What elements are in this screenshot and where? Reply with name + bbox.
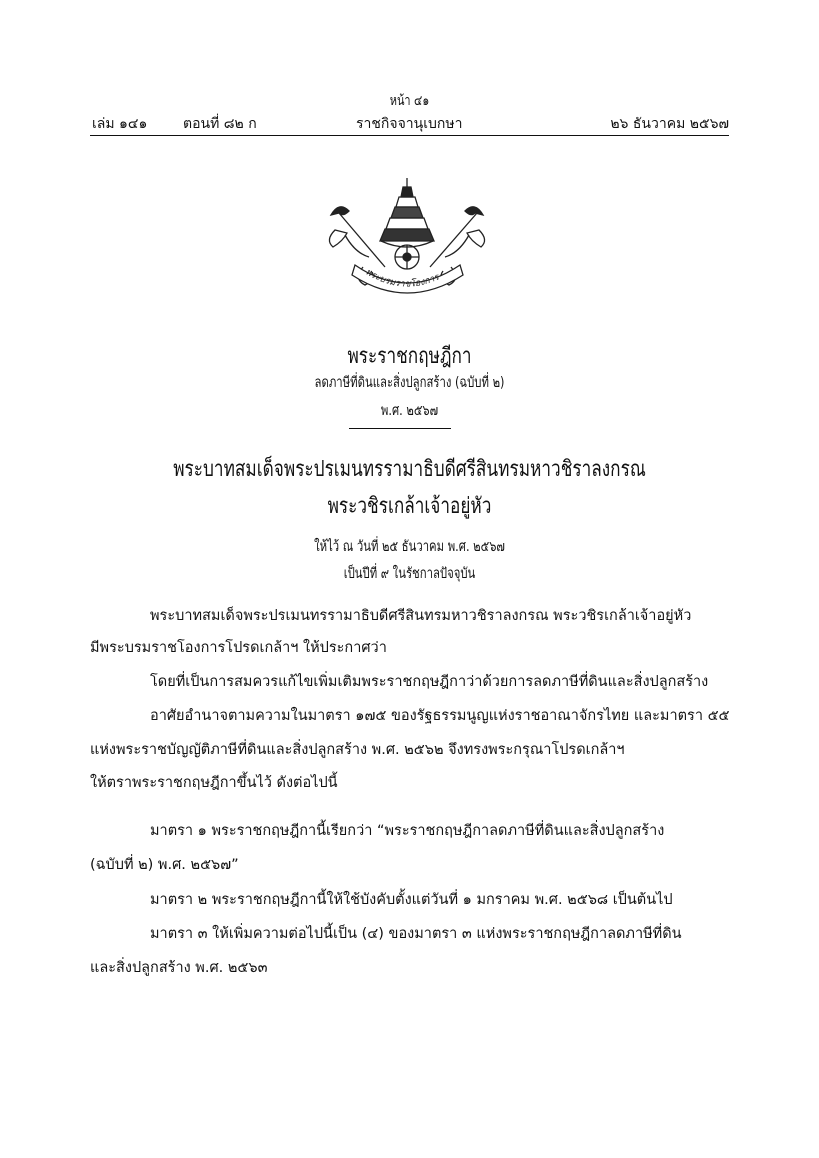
authority-line2: แห่งพระราชบัญญัติภาษีที่ดินและสิ่งปลูกสร้าง พ.ศ. ๒๕๖๒ จึงทรงพระกรุณาโปรดเกล้าฯ — [90, 742, 625, 758]
gazette-date: ๒๖ ธันวาคม ๒๕๖๗ — [610, 116, 729, 132]
preamble-line2: มีพระบรมราชโองการโปรดเกล้าฯ ให้ประกาศว่า — [90, 640, 387, 656]
decree-subtitle: ลดภาษีที่ดินและสิ่งปลูกสร้าง (ฉบับที่ ๒) — [314, 375, 505, 391]
given-date: ให้ไว้ ณ วันที่ ๒๕ ธันวาคม พ.ศ. ๒๕๖๗ — [314, 539, 505, 555]
section1-line1: มาตรา ๑ พระราชกฤษฎีกานี้เรียกว่า “พระราชกฤษฎีกาลดภาษีที่ดินและสิ่งปลูกสร้าง — [150, 823, 665, 839]
decree-year: พ.ศ. ๒๕๖๗ — [380, 403, 439, 419]
section-number: ตอนที่ ๘๒ ก — [183, 116, 257, 132]
preamble-line1: พระบาทสมเด็จพระปรเมนทรรามาธิบดีศรีสินทรมหาวชิราลงกรณ พระวชิรเกล้าเจ้าอยู่หัว — [150, 608, 692, 624]
authority-line3: ให้ตราพระราชกฤษฎีกาขึ้นไว้ ดังต่อไปนี้ — [90, 775, 338, 791]
section3-line1: มาตรา ๓ ให้เพิ่มความต่อไปนี้เป็น (๔) ของมาตรา ๓ แห่งพระราชกฤษฎีกาลดภาษีที่ดิน — [150, 926, 682, 942]
title-rule — [349, 428, 451, 429]
volume-number: เล่ม ๑๔๑ — [92, 116, 148, 132]
authority-line1: อาศัยอำนาจตามความในมาตรา ๑๗๕ ของรัฐธรรมนูญแห่งราชอาณาจักรไทย และมาตรา ๕๕ — [150, 708, 730, 724]
gazette-name: ราชกิจจานุเบกษา — [356, 116, 463, 132]
section2-line1: มาตรา ๒ พระราชกฤษฎีกานี้ให้ใช้บังคับตั้งแต่วันที่ ๑ มกราคม พ.ศ. ๒๕๖๘ เป็นต้นไป — [150, 892, 673, 908]
king-name-line2: พระวชิรเกล้าเจ้าอยู่หัว — [327, 494, 492, 519]
section1-line2: (ฉบับที่ ๒) พ.ศ. ๒๕๖๗” — [90, 857, 239, 873]
emblem-seal-text: พระบรมราชโองการ — [363, 267, 441, 290]
section3-line2: และสิ่งปลูกสร้าง พ.ศ. ๒๕๖๓ — [90, 960, 268, 976]
decree-title: พระราชกฤษฎีกา — [347, 344, 472, 369]
royal-emblem-icon — [325, 175, 490, 300]
page-number: หน้า ๔๑ — [389, 93, 430, 109]
king-name-line1: พระบาทสมเด็จพระปรเมนทรรามาธิบดีศรีสินทรมหาวชิราลงกรณ — [173, 457, 646, 482]
whereas-line1: โดยที่เป็นการสมควรแก้ไขเพิ่มเติมพระราชกฤษฎีกาว่าด้วยการลดภาษีที่ดินและสิ่งปลูกสร้าง — [150, 674, 709, 690]
reign-year: เป็นปีที่ ๙ ในรัชกาลปัจจุบัน — [343, 566, 476, 582]
header-rule — [90, 135, 729, 136]
